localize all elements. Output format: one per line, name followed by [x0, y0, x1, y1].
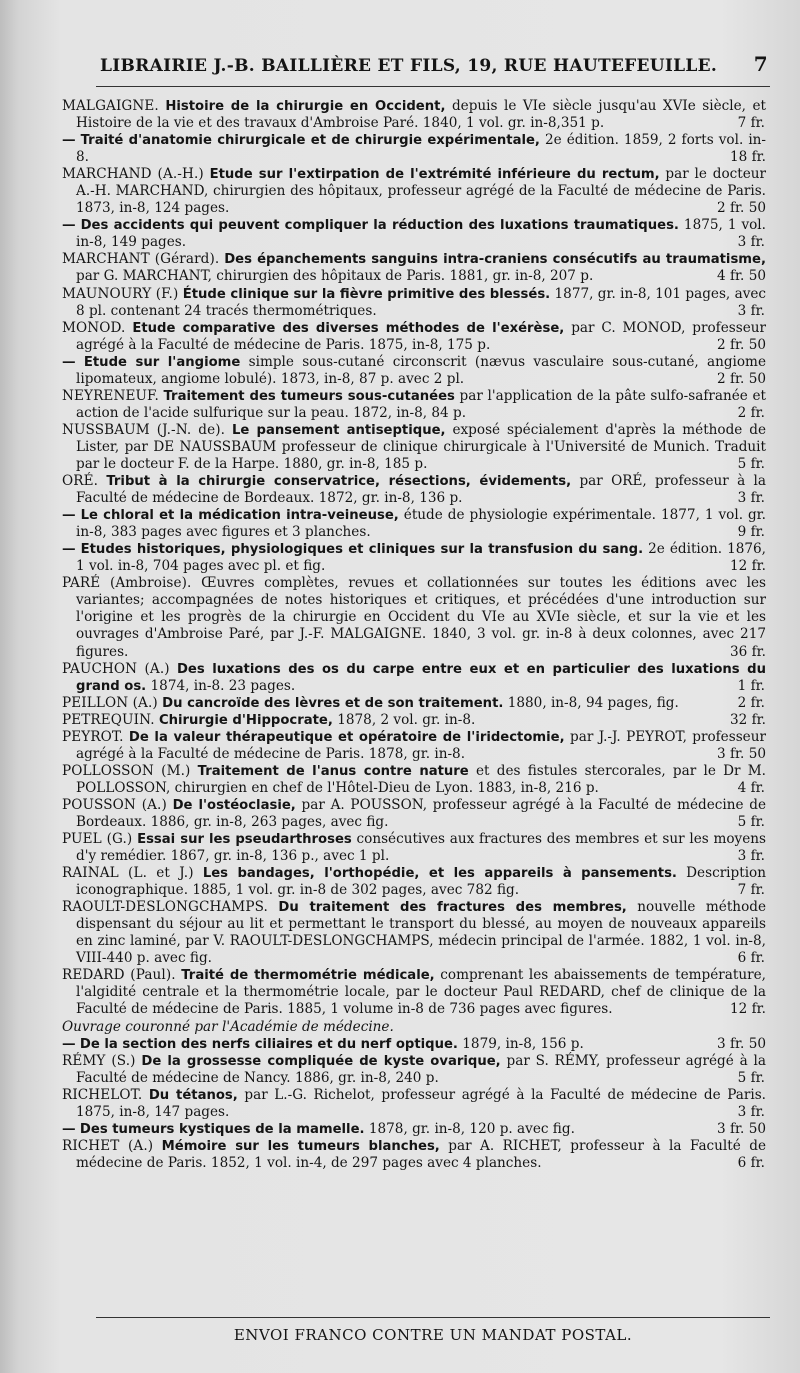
- catalog-entry: [62, 967, 766, 1018]
- entry-details: nouvelle méthode dispensant du séjour au lit et permettant le transport du blessé, au moyen de nouveaux appareils en zinc laminé, par V. RAOULT-DESLONGCHAMPS, médecin principal de l'armée. 1882, 1 vol. in-8, VIII-440 p. avec fig.: [76, 899, 766, 967]
- entry-price: 2 fr. 50: [717, 370, 766, 387]
- entry-author: RAINAL (L. et J.): [62, 865, 194, 882]
- header-title: LIBRAIRIE J.-B. BAILLIÈRE ET FILS, 19, RUE HAUTEFEUILLE.: [100, 56, 718, 76]
- catalog-entry: [62, 1053, 766, 1087]
- entry-title: Du tétanos,: [148, 1087, 238, 1103]
- entry-title: De la valeur thérapeutique et opératoire de l'iridectomie,: [128, 729, 565, 745]
- entry-title: Du cancroïde des lèvres et de son traitement.: [162, 695, 504, 711]
- catalog-entry: [62, 712, 766, 729]
- entry-price: 7 fr.: [737, 882, 765, 899]
- entry-title: Le chloral et la médication intra-veineuse,: [80, 508, 399, 524]
- entry-title: Traité d'anatomie chirurgicale et de chirurgie expérimentale,: [80, 133, 540, 149]
- entry-title: De la grossesse compliquée de kyste ovarique,: [141, 1053, 501, 1069]
- catalog-entry: [62, 1138, 766, 1172]
- entry-title: Tribut à la chirurgie conservatrice, résections, évidements,: [106, 474, 572, 490]
- entry-title: De l'ostéoclasie,: [172, 797, 296, 813]
- entry-author: RÉMY (S.): [62, 1052, 136, 1069]
- catalog-entry: [62, 320, 766, 354]
- catalog-entry: [62, 1036, 766, 1053]
- entry-details: 1879, in-8, 156 p.: [462, 1035, 584, 1052]
- entry-details: consécutives aux fractures des membres et sur les moyens d'y remédier. 1867, gr. in-8, 136 p., avec 1 pl.: [76, 831, 767, 865]
- entry-title: De la section des nerfs ciliaires et du nerf optique.: [79, 1036, 458, 1052]
- entry-author: REDARD (Paul).: [62, 967, 176, 984]
- entry-title: Essai sur les pseudarthroses: [137, 832, 352, 848]
- entry-price: 5 fr.: [737, 455, 765, 472]
- entry-details: comprenant les abaissements de température, l'algidité centrale et la thermométrie locale, par le docteur Paul REDARD, chef de clinique de la Faculté de médecine de Paris. 1885, 1 volume in-8 de 736 pages avec figures.: [76, 967, 766, 1018]
- catalog-entry: [62, 763, 766, 797]
- entry-title: Étude clinique sur la fièvre primitive des blessés.: [182, 286, 551, 302]
- entry-title: Des luxations des os du carpe entre eux et en particulier des luxations du grand os.: [76, 661, 766, 694]
- catalog-entry: [62, 1019, 766, 1036]
- catalog-entry: [62, 695, 766, 712]
- entry-price: 36 fr.: [730, 643, 766, 660]
- entry-details: 1880, in-8, 94 pages, fig.: [507, 694, 679, 711]
- catalog-entry: [62, 354, 766, 388]
- entry-title: Mémoire sur les tumeurs blanches,: [161, 1138, 440, 1154]
- entry-price: 3 fr. 50: [717, 745, 766, 762]
- catalog-entry: [62, 575, 766, 660]
- entry-title: Traitement de l'anus contre nature: [197, 763, 469, 779]
- entry-title: Traité de thermométrie médicale,: [181, 968, 435, 984]
- entry-details: exposé spécialement d'après la méthode de Lister, par DE NAUSSBAUM professeur de clinique chirurgicale à l'Université de Munich. Traduit par le docteur F. de la Harpe. 1880, gr. in-8, 185 p.: [76, 421, 767, 472]
- entry-details: par l'application de la pâte sulfo-safranée et action de l'acide sulfurique sur la peau. 1872, in-8, 84 p.: [76, 387, 766, 421]
- catalog-entry: [62, 899, 766, 967]
- catalog-entry: [62, 98, 766, 132]
- entry-price: 6 fr.: [737, 1154, 765, 1171]
- entry-details: 2e édition. 1859, 2 forts vol. in-8.: [76, 132, 767, 166]
- catalog-entry: [62, 507, 766, 541]
- entry-price: 2 fr.: [737, 694, 765, 711]
- entry-dash: —: [62, 507, 76, 524]
- footer-notice: ENVOI FRANCO CONTRE UN MANDAT POSTAL.: [233, 1326, 633, 1344]
- entry-author: PAUCHON (A.): [62, 660, 170, 677]
- catalog-entry: [62, 865, 766, 899]
- entry-title: Le pansement antiseptique,: [231, 422, 446, 438]
- catalog-entry: [62, 286, 766, 320]
- entry-price: 3 fr.: [737, 490, 765, 507]
- entry-title: Des épanchements sanguins intra-craniens consécutifs au traumatisme,: [224, 252, 766, 268]
- entry-price: 4 fr. 50: [717, 268, 766, 285]
- entry-author: MARCHAND (A.-H.): [62, 166, 204, 183]
- entry-dash: —: [62, 217, 76, 234]
- entry-list: [62, 98, 766, 1172]
- catalog-entry: [62, 217, 766, 251]
- entry-author: PETREQUIN.: [62, 711, 155, 728]
- entry-author: RICHELOT.: [62, 1086, 143, 1103]
- catalog-entry: [62, 797, 766, 831]
- entry-details: par L.-G. Richelot, professeur agrégé à la Faculté de médecine de Paris. 1875, in-8, 147 pages.: [76, 1086, 767, 1120]
- entry-author: NEYRENEUF.: [62, 387, 159, 404]
- entry-author: PEYROT.: [62, 728, 124, 745]
- entry-title: Du traitement des fractures des membres,: [278, 900, 627, 916]
- entry-details: par C. MONOD, professeur agrégé à la Faculté de médecine de Paris. 1875, in-8, 175 p.: [76, 319, 766, 353]
- entry-price: 12 fr.: [730, 558, 766, 575]
- entry-details: par A. RICHET, professeur à la Faculté de médecine de Paris. 1852, 1 vol. in-4, de 297 pages avec 4 planches.: [76, 1137, 766, 1171]
- entry-price: 5 fr.: [737, 813, 765, 830]
- entry-price: 2 fr. 50: [717, 336, 766, 353]
- entry-price: 7 fr.: [737, 115, 765, 132]
- entry-price: 5 fr.: [737, 1069, 765, 1086]
- entry-author: MAUNOURY (F.): [62, 285, 179, 302]
- entry-details: 1878, gr. in-8, 120 p. avec fig.: [368, 1120, 575, 1137]
- entry-dash: —: [62, 541, 76, 558]
- entry-price: 9 fr.: [737, 524, 765, 541]
- catalog-entry: [62, 831, 766, 865]
- entry-price: 32 fr.: [730, 711, 766, 728]
- entry-details: par J.-J. PEYROT, professeur agrégé à la Faculté de médecine de Paris. 1878, gr. in-8.: [76, 728, 766, 762]
- entry-author: MARCHANT (Gérard).: [62, 251, 220, 268]
- catalog-entry: [62, 1087, 766, 1121]
- entry-details: 1877, gr. in-8, 101 pages, avec 8 pl. contenant 24 tracés thermométriques.: [76, 285, 767, 319]
- entry-price: 3 fr.: [737, 1103, 765, 1120]
- entry-price: 3 fr.: [737, 848, 765, 865]
- entry-price: 3 fr.: [737, 302, 765, 319]
- entry-details: 2e édition. 1876, 1 vol. in-8, 704 pages avec pl. et fig.: [76, 541, 766, 575]
- page-header: [100, 52, 768, 76]
- entry-title: Des tumeurs kystiques de la mamelle.: [79, 1121, 365, 1137]
- entry-price: 1 fr.: [737, 677, 765, 694]
- entry-price: 3 fr. 50: [717, 1035, 766, 1052]
- entry-price: 4 fr.: [737, 779, 765, 796]
- entry-details: par A. POUSSON, professeur agrégé à la Faculté de médecine de Bordeaux. 1886, gr. in-8, 263 pages, avec fig.: [76, 796, 766, 830]
- entry-price: 3 fr.: [737, 234, 765, 251]
- entry-author: PARÉ (Ambroise).: [62, 575, 192, 592]
- entry-note: Ouvrage couronné par l'Académie de médecine.: [62, 1018, 394, 1035]
- entry-dash: —: [62, 132, 76, 149]
- entry-details: par G. MARCHANT, chirurgien des hôpitaux de Paris. 1881, gr. in-8, 207 p.: [76, 268, 594, 285]
- entry-details: 1878, 2 vol. gr. in-8.: [337, 711, 476, 728]
- entry-price: 2 fr. 50: [717, 200, 766, 217]
- entry-title: Etudes historiques, physiologiques et cliniques sur la transfusion du sang.: [80, 542, 644, 558]
- entry-price: 12 fr.: [730, 1001, 766, 1018]
- entry-price: 2 fr.: [737, 404, 765, 421]
- entry-author: RAOULT-DESLONGCHAMPS.: [62, 899, 268, 916]
- entry-title: Histoire de la chirurgie en Occident,: [165, 99, 446, 114]
- entry-author: MONOD.: [62, 319, 126, 336]
- catalog-entry: [62, 166, 766, 217]
- catalog-entry: [62, 388, 766, 422]
- entry-details: par ORÉ, professeur à la Faculté de médecine de Bordeaux. 1872, gr. in-8, 136 p.: [76, 473, 767, 507]
- catalog-entry: [62, 473, 766, 507]
- entry-title: Etude sur l'angiome: [83, 354, 241, 370]
- entry-details: depuis le VIe siècle jusqu'au XVIe siècle, et Histoire de la vie et des travaux d'Ambroise Paré. 1840, 1 vol. gr. in-8,351 p.: [76, 98, 767, 132]
- footer-rule: [96, 1317, 770, 1318]
- entry-title: Chirurgie d'Hippocrate,: [158, 712, 333, 728]
- entry-details: simple sous-cutané circonscrit (nævus vasculaire sous-cutané, angiome lipomateux, angiome lobulé). 1873, in-8, 87 p. avec 2 pl.: [76, 353, 766, 387]
- entry-author: POUSSON (A.): [62, 796, 167, 813]
- entry-details: et des fistules stercorales, par le Dr M. POLLOSSON, chirurgien en chef de l'Hôtel-Dieu de Lyon. 1883, in-8, 216 p.: [76, 762, 766, 796]
- entry-details: 1875, 1 vol. in-8, 149 pages.: [76, 217, 766, 251]
- entry-price: 3 fr. 50: [717, 1120, 766, 1137]
- entry-title: Etude sur l'extirpation de l'extrémité inférieure du rectum,: [209, 167, 660, 183]
- entry-author: NUSSBAUM (J.-N. de).: [62, 421, 226, 438]
- entry-dash: —: [62, 353, 76, 370]
- entry-author: PEILLON (A.): [62, 694, 158, 711]
- catalog-entry: [62, 422, 766, 473]
- entry-author: PUEL (G.): [62, 831, 133, 848]
- entry-price: 18 fr.: [730, 149, 766, 166]
- entry-title: Les bandages, l'orthopédie, et les appareils à pansements.: [202, 866, 677, 882]
- entry-author: MALGAIGNE.: [62, 98, 159, 114]
- catalog-entry: [62, 1121, 766, 1138]
- entry-details: par le docteur A.-H. MARCHAND, chirurgien des hôpitaux, professeur agrégé de la Faculté de médecine de Paris. 1873, in-8, 124 pages.: [76, 166, 766, 217]
- entry-author: POLLOSSON (M.): [62, 762, 191, 779]
- entry-price: 6 fr.: [737, 950, 765, 967]
- header-rule: [96, 86, 770, 87]
- entry-dash: —: [62, 1035, 76, 1052]
- catalog-entry: [62, 661, 766, 695]
- entry-author: ORÉ.: [62, 473, 99, 490]
- entry-details: étude de physiologie expérimentale. 1877, 1 vol. gr. in-8, 383 pages avec figures et 3 planches.: [76, 507, 767, 541]
- entry-details: Description iconographique. 1885, 1 vol. gr. in-8 de 302 pages, avec 782 fig.: [76, 865, 766, 899]
- catalog-entry: [62, 729, 766, 763]
- entry-details: Œuvres complètes, revues et collationnées sur toutes les éditions avec les variantes; accompagnées de notes historiques et critiques, et précédées d'une introduction sur l'origine et les progrès de la chirurgie en Occident du VIe au XVIe siècle, et sur la vie et les ouvrages d'Ambroise Paré, par J.-F. MALGAIGNE. 1840, 3 vol. gr. in-8 à deux colonnes, avec 217 figures.: [76, 575, 767, 660]
- entry-title: Des accidents qui peuvent compliquer la réduction des luxations traumatiques.: [80, 218, 679, 234]
- entry-title: Etude comparative des diverses méthodes de l'exérèse,: [132, 320, 565, 336]
- catalog-entry: [62, 251, 766, 285]
- catalog-entry: [62, 541, 766, 575]
- catalog-entry: [62, 132, 766, 166]
- entry-dash: —: [62, 1120, 76, 1137]
- entry-author: RICHET (A.): [62, 1137, 154, 1154]
- entry-title: Traitement des tumeurs sous-cutanées: [163, 388, 455, 404]
- entry-details: 1874, in-8. 23 pages.: [150, 677, 296, 694]
- page-number: 7: [753, 52, 768, 76]
- entry-details: par S. RÉMY, professeur agrégé à la Faculté de médecine de Nancy. 1886, gr. in-8, 240 p.: [76, 1052, 766, 1086]
